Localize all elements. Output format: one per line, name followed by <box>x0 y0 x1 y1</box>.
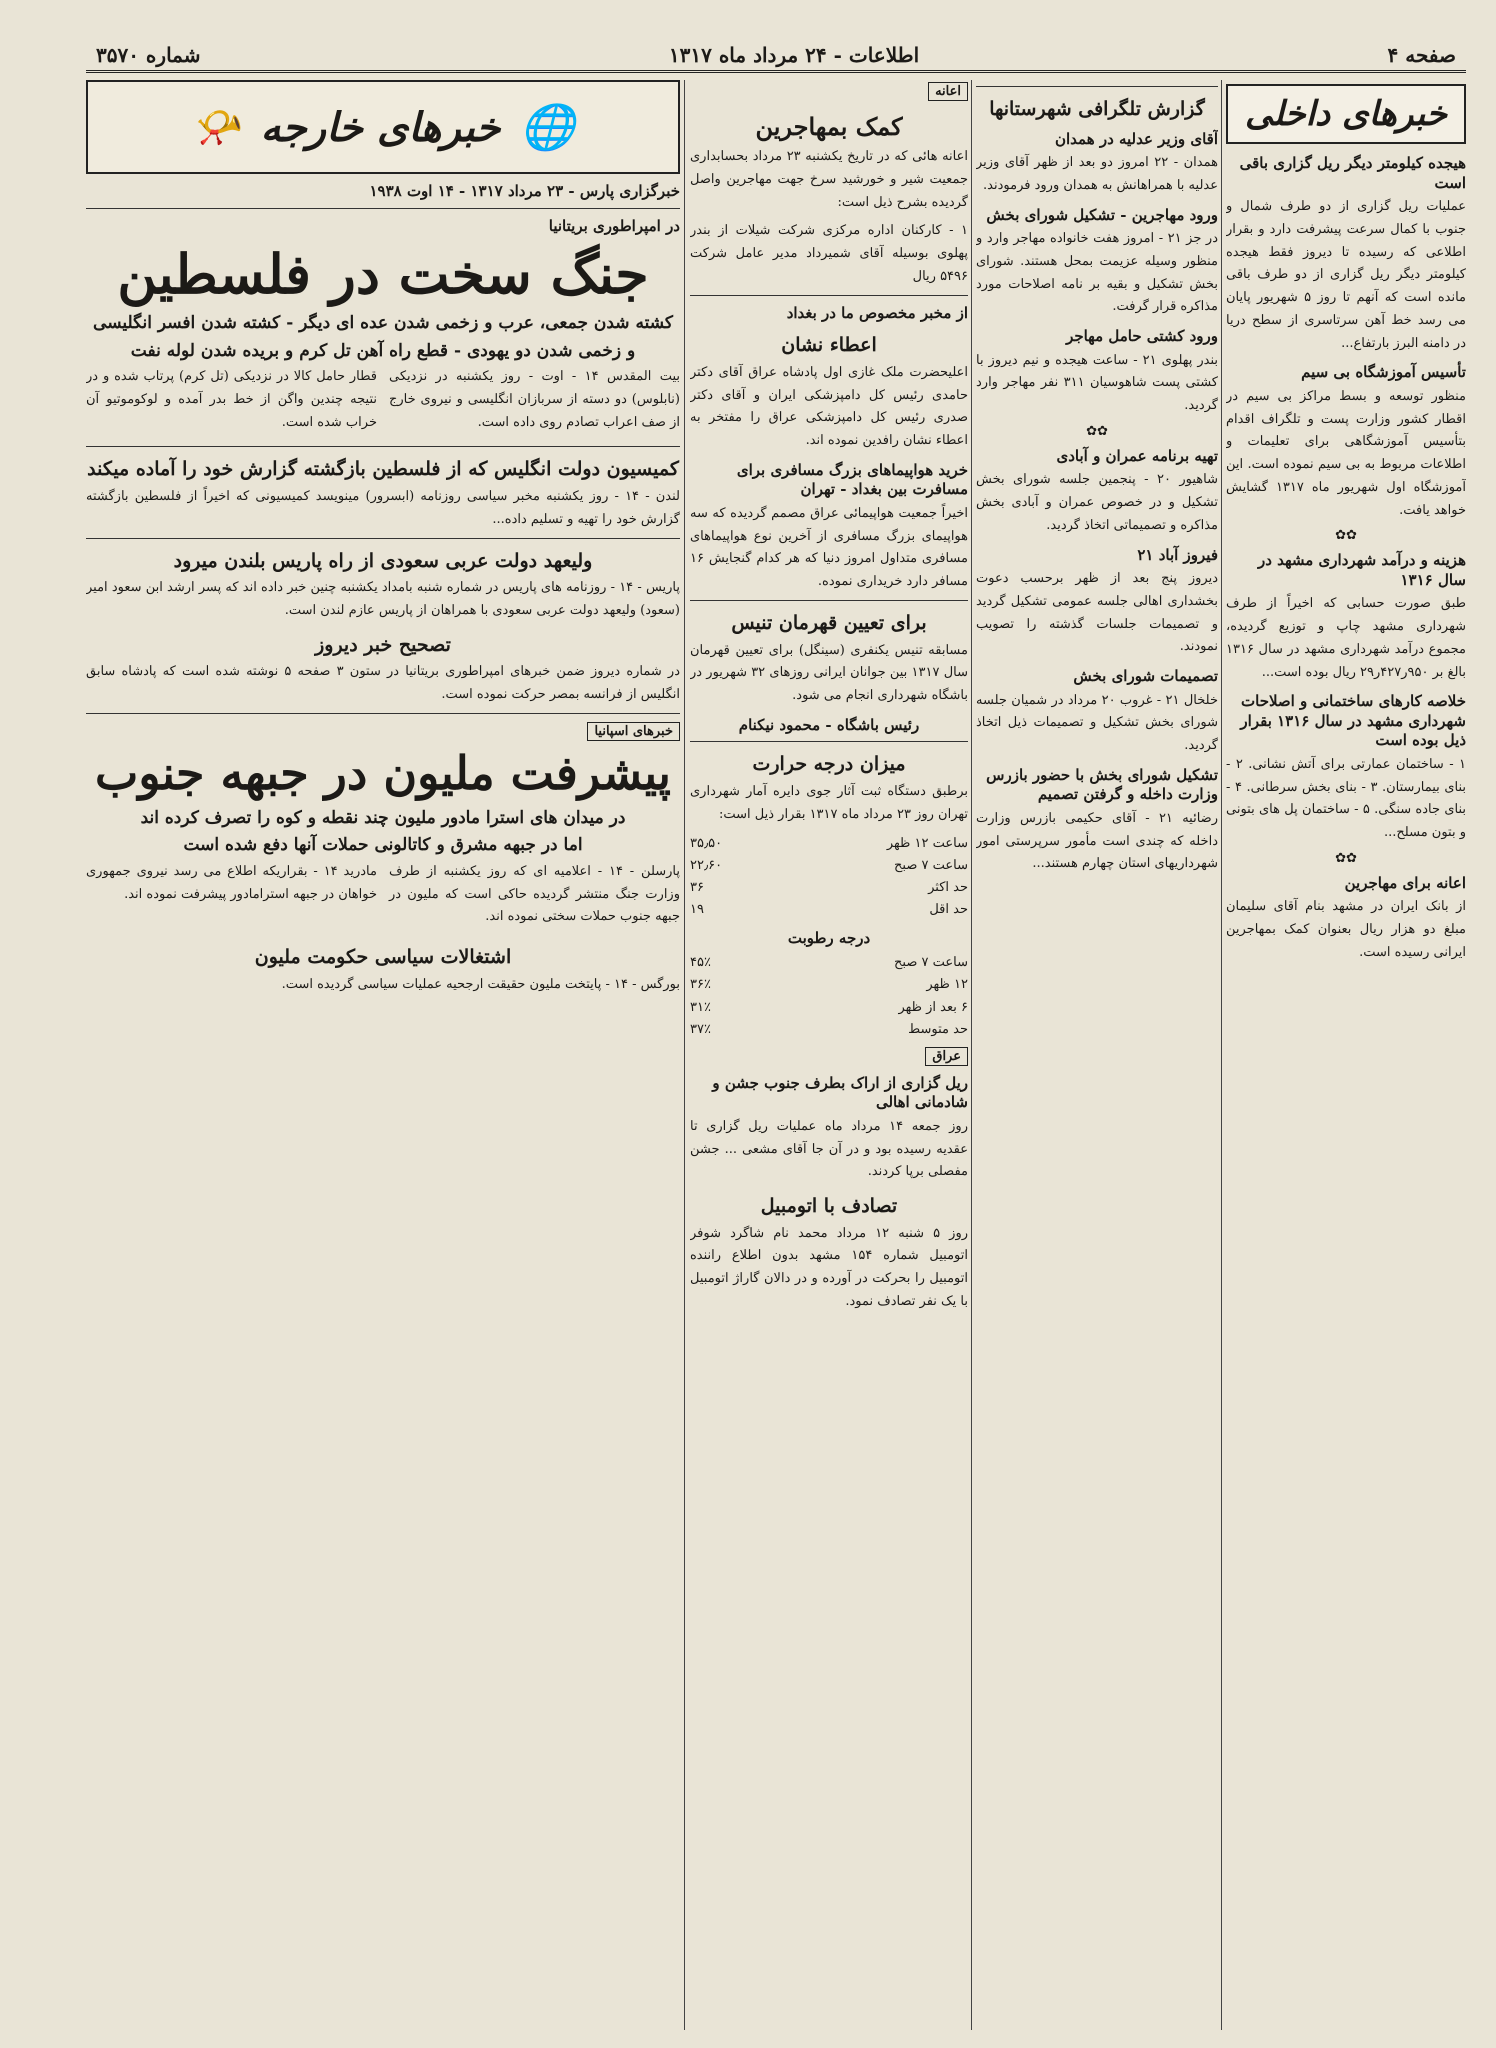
article-body: روز جمعه ۱۴ مرداد ماه عملیات ریل گزاری تا عقدیه رسیده بود و در آن جا آقای مشعی ... جشن مفصلی برپا کردند. <box>690 1118 968 1180</box>
column-misc <box>690 80 968 2030</box>
table-row: حد اکثر ۳۶ <box>690 879 968 895</box>
section-tag: خبرهای اسپانیا <box>587 722 680 741</box>
article-title: هیجده کیلومتر دیگر ریل گزاری باقی است <box>1239 154 1466 192</box>
article-title: تأسیس آموزشگاه بی سیم <box>1301 363 1466 382</box>
headline-palestine: جنگ سخت در فلسطین <box>117 242 649 306</box>
article-body: طبق صورت حسابی که اخیراً از طرف شهرداری مشهد چاپ و توزیع گردیده، مجموع درآمد شهرداری مشهد در سال ۱۳۱۶ بالغ بر ۹۵۰ر۴۲۷ر۲۹ ریال بوده است... <box>1226 596 1466 680</box>
column-rule <box>684 80 685 2030</box>
article-body: شاهیور ۲۰ - پنجمین جلسه شورای بخش تشکیل و در خصوص عمران و آبادی بخش مذاکره و تصمیماتی اتخاذ گردید. <box>976 472 1218 533</box>
column-foreign <box>86 80 680 2030</box>
article-title: تشکیل شورای بخش با حضور بازرس وزارت داخله و گرفتن تصمیم <box>986 765 1218 804</box>
article-title: ریل گزاری از اراک بطرف جنوب جشن و شادمانی اهالی <box>712 1073 968 1112</box>
subheadline: و زخمی شدن دو یهودی - قطع راه آهن تل کرم و بریده شدن لوله نفت <box>130 340 636 361</box>
article-title: میزان درجه حرارت <box>752 753 906 776</box>
article-body: اعانه هائی که در تاریخ یکشنبه ۲۳ مرداد بحسابداری جمعیت شیر و خورشید سرخ جهت مهاجرین واصل گردیده بشرح ذیل است: <box>690 149 968 210</box>
table-row: ساعت ۷ صبح ۲۲٫۶۰ <box>690 857 968 873</box>
article-body: ۱ - ساختمان عمارتی برای آتش نشانی. ۲ - بنای بیمارستان. ۳ - بنای بخش سرطانی. ۴ - بنای جاده سنگی. ۵ - ساختمان پل های بتونی و بتون مسلح... <box>1226 756 1466 840</box>
article-title: تصحیح خبر دیروز <box>315 633 451 656</box>
article-body: پاریس - ۱۴ - روزنامه های پاریس در شماره شنبه بامداد یکشنبه چنین خبر داده اند که پسر ارشد ابن سعود امیر (سعود) ولیعهد دولت عربی سعودی با همراهان از پاریس عازم لندن است. <box>86 580 680 618</box>
article-title: اعانه برای مهاجرین <box>1344 873 1466 892</box>
article-body: رضائیه ۲۱ - آقای حکیمی بازرس وزارت داخله که چندی است مأمور سرپرستی امور شهرداریهای استان چهارم هستند... <box>976 810 1218 872</box>
article-body: بورگس - ۱۴ - پایتخت ملیون حقیقت ارجحیه عملیات سیاسی گردیده است. <box>281 976 680 992</box>
article-title: ولیعهد دولت عربی سعودی از راه پاریس بلندن میرود <box>173 549 593 572</box>
masthead <box>86 40 1466 73</box>
issue-number: شماره ۳۵۷۰ <box>96 43 201 67</box>
separator-icon: ✿✿ <box>1335 850 1357 866</box>
column-rule <box>971 80 972 2030</box>
article-title: فیروز آباد ۲۱ <box>1137 545 1218 564</box>
article-body: عملیات ریل گزاری از دو طرف شمال و جنوب با کمال سرعت پیشرفت دارد و بقرار اطلاعی که رسیده تا دیروز فقط هیجده کیلومتر دیگر ریل گزاری از دو طرف باقی مانده است که آنهم تا روز ۵ شهریور پایان می رسد خط آهن سرتاسری از سطح دریا در دامنه البرز بارتفاع... <box>1226 199 1466 351</box>
separator-icon: ✿✿ <box>1335 528 1357 544</box>
article-body: برطبق دستگاه ثبت آثار جوی دایره آمار شهرداری تهران روز ۲۳ مرداد ماه ۱۳۱۷ بقرار ذیل است: <box>690 784 968 822</box>
section-tag: اعانه <box>928 82 968 101</box>
article-title: خرید هواپیماهای بزرگ مسافری برای مسافرت بین بغداد - تهران <box>736 460 968 499</box>
table-row: حد متوسط ۳۷٪ <box>690 1021 968 1037</box>
article-body: مسابقه تنیس یکنفری (سینگل) برای تعیین قهرمان سال ۱۳۱۷ بین جوانان ایرانی روزهای ۳۲ شهریور در باشگاه شهرداری انجام می شود. <box>690 642 968 704</box>
article-body: اخیراً جمعیت هواپیمائی عراق مصمم گردیده که سه هواپیمای بزرگ مسافری از آخرین نوع هواپیماهای مسافری متداول امروز دنیا که هر کدام گنجایش ۱۶ مسافر دارد خریداری نموده. <box>690 505 968 590</box>
article-title: تهیه برنامه عمران و آبادی <box>1056 446 1218 465</box>
article-body: قطار حامل کالا در نزدیکی (تل کرم) پرتاب شده و در نتیجه چندین واگن از خط بدر آمده و لوکوموتیو آن خراب شده است. <box>86 369 377 430</box>
article-title: ورود مهاجرین - تشکیل شورای بخش <box>986 205 1218 224</box>
article-body: ۱ - کارکنان اداره مرکزی شرکت شیلات از بندر پهلوی بوسیله آقای شمیرداد مدیر عامل شرکت ۵۴۹۶ ریال <box>690 223 968 284</box>
subheadline: در میدان های استرا مادور ملیون چند نقطه و کوه را تصرف کرده اند <box>140 807 626 828</box>
signature: رئیس باشگاه - محمود نیکنام <box>738 715 920 734</box>
paper-date: اطلاعات - ۲۴ مرداد ماه ۱۳۱۷ <box>668 43 920 67</box>
foreign-news-banner: 🌐 خبرهای خارجه 📯 <box>86 80 680 174</box>
article-title: برای تعیین قهرمان تنیس <box>731 611 927 634</box>
article-title: کمک بمهاجرین <box>755 112 903 141</box>
article-title: درجه رطوبت <box>787 928 871 947</box>
article-body: بیت المقدس ۱۴ - اوت - روز یکشنبه در نزدیکی (نابلوس) دو دسته از سربازان انگلیسی و نیروی خارج از صف اعراب تصادم روی داده است. <box>389 369 680 430</box>
article-body: منظور توسعه و بسط مراکز بی سیم در اقطار کشور وزارت پست و تلگراف اقدام بتأسیس آموزشگاهی برای تعلیمات و اطلاعات مربوط به بی سیم نموده است. این آموزشگاه اول شهریور ماه ۱۳۱۷ گشایش خواهد یافت. <box>1226 388 1466 518</box>
table-row: ۱۲ ظهر ۳۶٪ <box>690 977 968 993</box>
article-body: دیروز پنج بعد از ظهر برحسب دعوت بخشداری اهالی جلسه عمومی تشکیل گردید و تصمیمات جلسات گذشته را تصویب نمودند. <box>976 571 1218 655</box>
article-title: کمیسیون دولت انگلیس که از فلسطین بازگشته گزارش خود را آماده میکند <box>87 458 679 481</box>
column-domestic <box>1226 80 1466 2030</box>
article-body: از بانک ایران در مشهد بنام آقای سلیمان مبلغ دو هزار ریال بعنوان کمک بمهاجرین ایرانی رسیده است. <box>1226 899 1466 960</box>
article-title: هزینه و درآمد شهرداری مشهد در سال ۱۳۱۶ <box>1257 551 1466 589</box>
table-row: ساعت ۱۲ ظهر ۳۵٫۵۰ <box>690 835 968 851</box>
article-title: اشتغالات سیاسی حکومت ملیون <box>254 946 512 969</box>
article-title: تصمیمات شورای بخش <box>1073 667 1218 686</box>
table-row: حد اقل ۱۹ <box>690 901 968 917</box>
subheadline: اما در جبهه مشرق و کاتالونی حملات آنها دفع شده است <box>183 835 583 856</box>
article-body: بندر پهلوی ۲۱ - ساعت هیجده و نیم دیروز با کشتی پست شاهوسیان ۳۱۱ نفر مهاجر وارد گردید. <box>976 352 1218 414</box>
article-body: مادرید ۱۴ - بقراریکه اطلاع می رسد نیروی جمهوری خواهان در جبهه استرامادور پیشرفت نموده اند. <box>86 863 377 902</box>
article-title: خلاصه کارهای ساختمانی و اصلاحات شهرداری مشهد در سال ۱۳۱۶ بقرار ذیل بوده است <box>1240 692 1466 750</box>
table-row: ۶ بعد از ظهر ۳۱٪ <box>690 999 968 1015</box>
column-rule <box>1221 80 1222 2030</box>
section-subhead: گزارش تلگرافی شهرستانها <box>989 98 1205 120</box>
article-title: تصادف با اتومبیل <box>760 1195 898 1217</box>
article-body: در شماره دیروز ضمن خبرهای امپراطوری بریتانیا در ستون ۳ صفحه ۵ نوشته شده است که پادشاه سابق انگلیس از فرانسه بمصر حرکت نموده است. <box>86 664 680 703</box>
page-label: صفحه ۴ <box>1387 43 1456 67</box>
humidity-table <box>690 952 968 1040</box>
article-body: خلخال ۲۱ - غروب ۲۰ مرداد در شمیان جلسه شورای بخش تشکیل و تصمیمات ذیل اتخاذ گردید. <box>976 692 1218 754</box>
separator-icon: ✿✿ <box>1086 423 1108 439</box>
table-row: ساعت ۷ صبح ۴۵٪ <box>690 955 968 971</box>
globe-icon: 🌐 <box>520 102 576 153</box>
column-provinces <box>976 80 1218 2030</box>
kicker: در امپراطوری بریتانیا <box>548 216 680 235</box>
headline-spain: پیشرفت ملیون در جبهه جنوب <box>95 745 671 800</box>
article-subtitle: اعطاء نشان <box>781 334 877 357</box>
article-body: پارسلن - ۱۴ - اعلامیه ای که روز یکشنبه از طرف وزارت جنگ منتشر گردیده حاکی است که ملیون در جبهه جنوب حملات سختی نموده اند. <box>389 863 680 925</box>
domestic-news-banner: خبرهای داخلی <box>1226 84 1466 144</box>
article-body: در جز ۲۱ - امروز هفت خانواده مهاجر وارد و منظور وسیله عزیمت بمحل هستند. شورای بخش تشکیل و بقیه بر نامه اصلاحات مورد مذاکره قرار گرفت. <box>976 231 1218 315</box>
section-tag: عراق <box>925 1047 968 1066</box>
article-title: ورود کشتی حامل مهاجر <box>1066 327 1218 346</box>
article-body: لندن - ۱۴ - روز یکشنبه مخبر سیاسی روزنامه (ابسرور) مینویسد کمیسیونی که اخیراً از فلسطین بازگشته گزارش خود را تهیه و تسلیم داده... <box>86 489 680 527</box>
article-body: همدان - ۲۲ امروز دو بعد از ظهر آقای وزیر عدلیه با همراهانش به همدان ورود فرمودند. <box>976 155 1218 193</box>
article-body: روز ۵ شنبه ۱۲ مرداد محمد نام شاگرد شوفر اتومبیل شماره ۱۵۴ مشهد بدون اطلاع راننده اتومبیل را بحرکت در آورده و در دالان گاراژ اتومبیل با یک نفر تصادف نمود. <box>690 1225 968 1309</box>
article-body: اعلیحضرت ملک غازی اول پادشاه عراق آقای دکتر حامدی رئیس کل دامپزشکی ایران و آقای دکتر صدری رئیس کل دامپزشکی عراق را مفتخر به اعطاء نشان رافدین نموده اند. <box>690 364 968 449</box>
newspaper-page <box>86 40 1466 2030</box>
article-title: از مخبر مخصوص ما در بغداد <box>786 303 968 322</box>
temperature-table <box>690 833 968 921</box>
agency-line: خبرگزاری پارس - ۲۳ مرداد ۱۳۱۷ - ۱۴ اوت ۱۹۳۸ <box>369 182 680 200</box>
subheadline: کشته شدن جمعی، عرب و زخمی شدن عده ای دیگر - کشته شدن افسر انگلیسی <box>93 313 673 334</box>
article-title: آقای وزیر عدلیه در همدان <box>1054 129 1218 148</box>
gramophone-icon: 📯 <box>190 103 241 151</box>
